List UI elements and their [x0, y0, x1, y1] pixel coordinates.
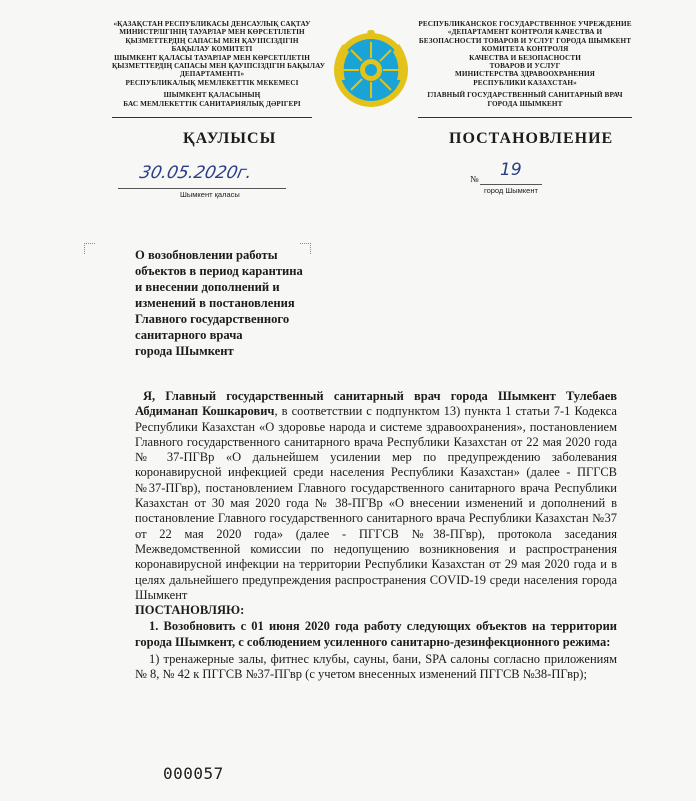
- header-ru-line: ТОВАРОВ И УСЛУГ: [489, 62, 561, 71]
- city-kz: Шымкент қаласы: [180, 190, 240, 199]
- subject-line: О возобновлении работы: [135, 248, 278, 262]
- title-kz: ҚАУЛЫСЫ: [183, 130, 277, 147]
- header-kz-line: ДЕПАРТАМЕНТІ»: [179, 70, 245, 79]
- header-kz-line: ҚЫЗМЕТТЕРДІҢ САПАСЫ МЕН ҚАУІПСІЗДІГІН БАҚЫЛАУ: [112, 62, 326, 71]
- header-kz-line: БАҚЫЛАУ КОМИТЕТІ: [171, 45, 253, 54]
- decree-word: ПОСТАНОВЛЯЮ:: [135, 603, 245, 618]
- header-rule-kz: [112, 117, 312, 118]
- subitem-1: 1) тренажерные залы, фитнес клубы, сауны, бани, SPA салоны согласно приложениям № 8, № 42 к ПГГСВ №37-ПГвр (с учетом внесенных изменений ПГГСВ №38-ПГвр);: [135, 652, 617, 682]
- header-rule-ru: [418, 117, 632, 118]
- item-1: 1. Возобновить с 01 июня 2020 года работу следующих объектов на территории города Шымкент, с соблюдением усиленного санитарно-дезинфекционного режима:: [135, 619, 617, 649]
- number-sign: №: [470, 174, 479, 184]
- subject-line: объектов в период карантина: [135, 264, 303, 278]
- header-kz-line: ҚЫЗМЕТТЕРДІҢ САПАСЫ МЕН ҚАУІПСІЗДІГІН: [125, 36, 299, 45]
- header-ru-line: ГЛАВНЫЙ ГОСУДАРСТВЕННЫЙ САНИТАРНЫЙ ВРАЧ: [427, 91, 623, 100]
- header-kz-line: «ҚАЗАҚСТАН РЕСПУБЛИКАСЫ ДЕНСАУЛЫҚ САҚТАУ: [113, 20, 311, 28]
- date-value: 30.05.2020г.: [137, 163, 254, 183]
- subject-line: изменений в постановления: [135, 296, 295, 310]
- document-body: [135, 389, 617, 683]
- header-kz-line: БАС МЕМЛЕКЕТТІК САНИТАРИЯЛЫҚ ДӘРІГЕРІ: [123, 99, 301, 108]
- subject-block: [135, 247, 365, 359]
- header-kz-line: МИНИСТРЛІГІНІҢ ТАУАРЛАР МЕН КӨРСЕТІЛЕТІН: [119, 28, 305, 37]
- header-ru-line: КАЧЕСТВА И БЕЗОПАСНОСТИ: [469, 53, 581, 62]
- kazakhstan-emblem-icon: [329, 30, 413, 110]
- header-kz-line: ШЫМКЕНТ ҚАЛАСЫНЫҢ: [163, 91, 261, 100]
- preamble-bold: Я, Главный государственный санитарный врач города Шымкент Тулебаев Абдиманап Кошкарович: [135, 389, 617, 419]
- header-ru-line: РЕСПУБЛИКАНСКОЕ ГОСУДАРСТВЕННОЕ УЧРЕЖДЕНИЕ: [418, 20, 632, 28]
- corner-mark-left: [84, 243, 95, 254]
- header-ru-line: МИНИСТЕРСТВА ЗДРАВООХРАНЕНИЯ: [455, 70, 595, 79]
- header-ru: [418, 20, 632, 108]
- city-ru: город Шымкент: [484, 186, 538, 195]
- header-kz: [112, 20, 326, 108]
- title-ru: ПОСТАНОВЛЕНИЕ: [449, 130, 614, 147]
- header-ru-line: «ДЕПАРТАМЕНТ КОНТРОЛЯ КАЧЕСТВА И: [447, 28, 603, 37]
- header-ru-line: ГОРОДА ШЫМКЕНТ: [487, 99, 563, 108]
- subject-line: города Шымкент: [135, 344, 234, 358]
- serial-number: 000057: [163, 764, 224, 783]
- preamble-paragraph: [135, 389, 617, 603]
- number-value: 19: [500, 160, 522, 180]
- header-kz-line: РЕСПУБЛИКАЛЫҚ МЕМЛЕКЕТТІК МЕКЕМЕСІ: [125, 78, 299, 87]
- subject-line: Главного государственного: [135, 312, 290, 326]
- subject-line: и внесении дополнений и: [135, 280, 280, 294]
- subject-line: санитарного врача: [135, 328, 243, 342]
- header-ru-line: РЕСПУБЛИКИ КАЗАХСТАН»: [473, 78, 577, 87]
- header-ru-line: БЕЗОПАСНОСТИ ТОВАРОВ И УСЛУГ ГОРОДА ШЫМКЕНТ: [418, 36, 632, 45]
- header-kz-line: ШЫМКЕНТ ҚАЛАСЫ ТАУАРЛАР МЕН КӨРСЕТІЛЕТІН: [114, 53, 310, 62]
- header-ru-line: КОМИТЕТА КОНТРОЛЯ: [481, 45, 569, 54]
- preamble-text: , в соответствии с подпунктом 13) пункта 1 статьи 7-1 Кодекса Республики Казахстан «О здоровье народа и системе здравоохранения», постановлением Главного государственного санитарного врача Республики Казахстан от 22 мая 2020 года № 37-ПГВр «О дальнейшем усилении мер по предупреждению заболевания коронавирусной инфекцией среди населения Республики Казахстан» (далее - ПГГСВ №37-ПГвр), постановлением Главного государственного санитарного врача Республики Казахстан от 30 мая 2020 года № 38-ПГВр «О внесении изменений и дополнений в постановление Главного государственного санитарного врача Республики Казахстан №37 от 22 мая 2020 года» (далее - ПГГСВ №38-ПГвр), протокола заседания Межведомственной комиссии по недопущению возникновения и распространения коронавирусной инфекции на территории Республики Казахстан от 29 мая 2020 года и в целях дальнейшего предупреждения распространения COVID-19 среди населения города Шымкент: [135, 404, 617, 602]
